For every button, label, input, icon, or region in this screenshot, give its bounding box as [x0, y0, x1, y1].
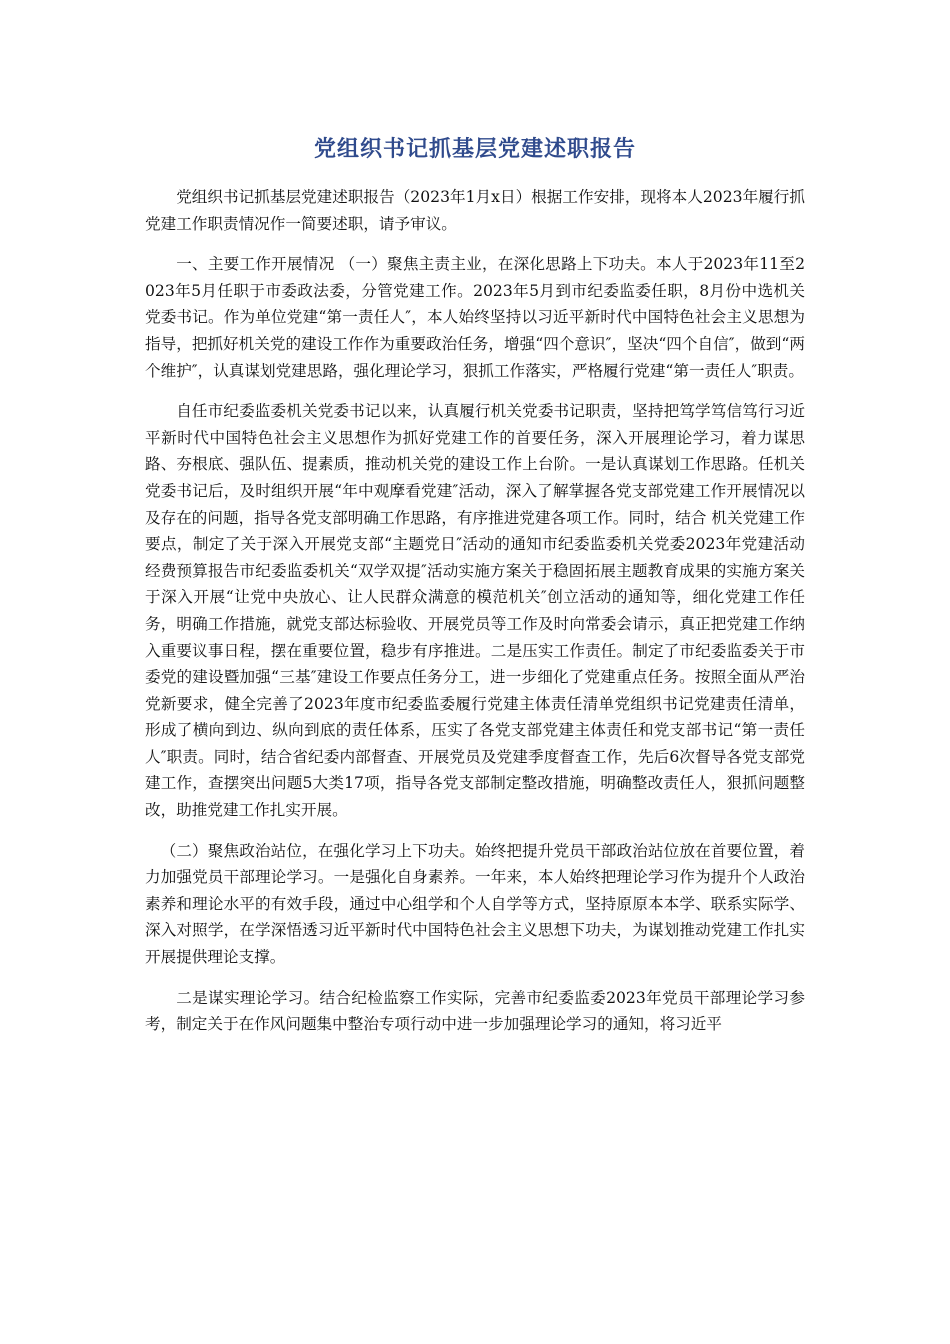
paragraph-section-1-detail: 自任市纪委监委机关党委书记以来，认真履行机关党委书记职责，坚持把笃学笃信笃行习近平新时代中国特色社会主义思想作为抓好党建工作的首要任务，深入开展理论学习，着力谋思路、夯根底、强队伍、提素质，推动机关党的建设工作上台阶。一是认真谋划工作思路。任机关党委书记后，及时组织开展“年中观摩看党建″活动，深入了解掌握各党支部党建工作开展情况以及存在的问题，指导各党支部明确工作思路，有序推进党建各项工作。同时，结合 机关党建工作要点，制定了关于深入开展党支部“主题党日″活动的通知市纪委监委机关党委2023年党建活动经费预算报告市纪委监委机关“双学双提″活动实施方案关于稳固拓展主题教育成果的实施方案关于深入开展“让党中央放心、让人民群众满意的模范机关″创立活动的通知等，细化党建工作任务，明确工作措施，就党支部达标验收、开展党员等工作及时向常委会请示，真正把党建工作纳入重要议事日程，摆在重要位置，稳步有序推进。二是压实工作责任。制定了市纪委监委关于市委党的建设暨加强“三基″建设工作要点任务分工，进一步细化了党建重点任务。按照全面从严治党新要求，健全完善了2023年度市纪委监委履行党建主体责任清单党组织书记党建责任清单，形成了横向到边、纵向到底的责任体系，压实了各党支部党建主体责任和党支部书记“第一责任人″职责。同时，结合省纪委内部督查、开展党员及党建季度督查工作，先后6次督导各党支部党建工作，查摆突出问题5大类17项，指导各党支部制定整改措施，明确整改责任人，狠抓问题整改，助推党建工作扎实开展。 — [145, 402, 805, 820]
page-title: 党组织书记抓基层党建述职报告 — [313, 137, 636, 162]
paragraph-section-2: （二）聚焦政治站位，在强化学习上下功夫。始终把提升党员干部政治站位放在首要位置，着力加强党员干部理论学习。一是强化自身素养。一年来，本人始终把理论学习作为提升个人政治素养和理论水平的有效手段，通过中心组学和个人自学等方式，坚持原原本本学、联系实际学、深入对照学，在学深悟透习近平新时代中国特色社会主义思想下功夫，为谋划推动党建工作扎实开展提供理论支撑。 — [145, 841, 805, 967]
paragraph-section-1: 一、主要工作开展情况 （一）聚焦主责主业，在深化思路上下功夫。本人于2023年11至2023年5月任职于市委政法委，分管党建工作。2023年5月到市纪委监委任职，8月份中选机关党委书记。作为单位党建“第一责任人″，本人始终坚持以习近平新时代中国特色社会主义思想为指导，把抓好机关党的建设工作作为重要政治任务，增强“四个意识″，坚决“四个自信″，做到“两个维护″，认真谋划党建思路，强化理论学习，狠抓工作落实，严格履行党建“第一责任人″职责。 — [145, 255, 805, 380]
paragraph-intro: 党组织书记抓基层党建述职报告（2023年1月x日）根据工作安排，现将本人2023年履行抓党建工作职责情况作一简要述职，请予审议。 — [145, 188, 805, 233]
paragraph-section-2-detail: 二是谋实理论学习。结合纪检监察工作实际，完善市纪委监委2023年党员干部理论学习参考，制定关于在作风问题集中整治专项行动中进一步加强理论学习的通知，将习近平 — [145, 988, 805, 1034]
document-body — [145, 184, 805, 1052]
